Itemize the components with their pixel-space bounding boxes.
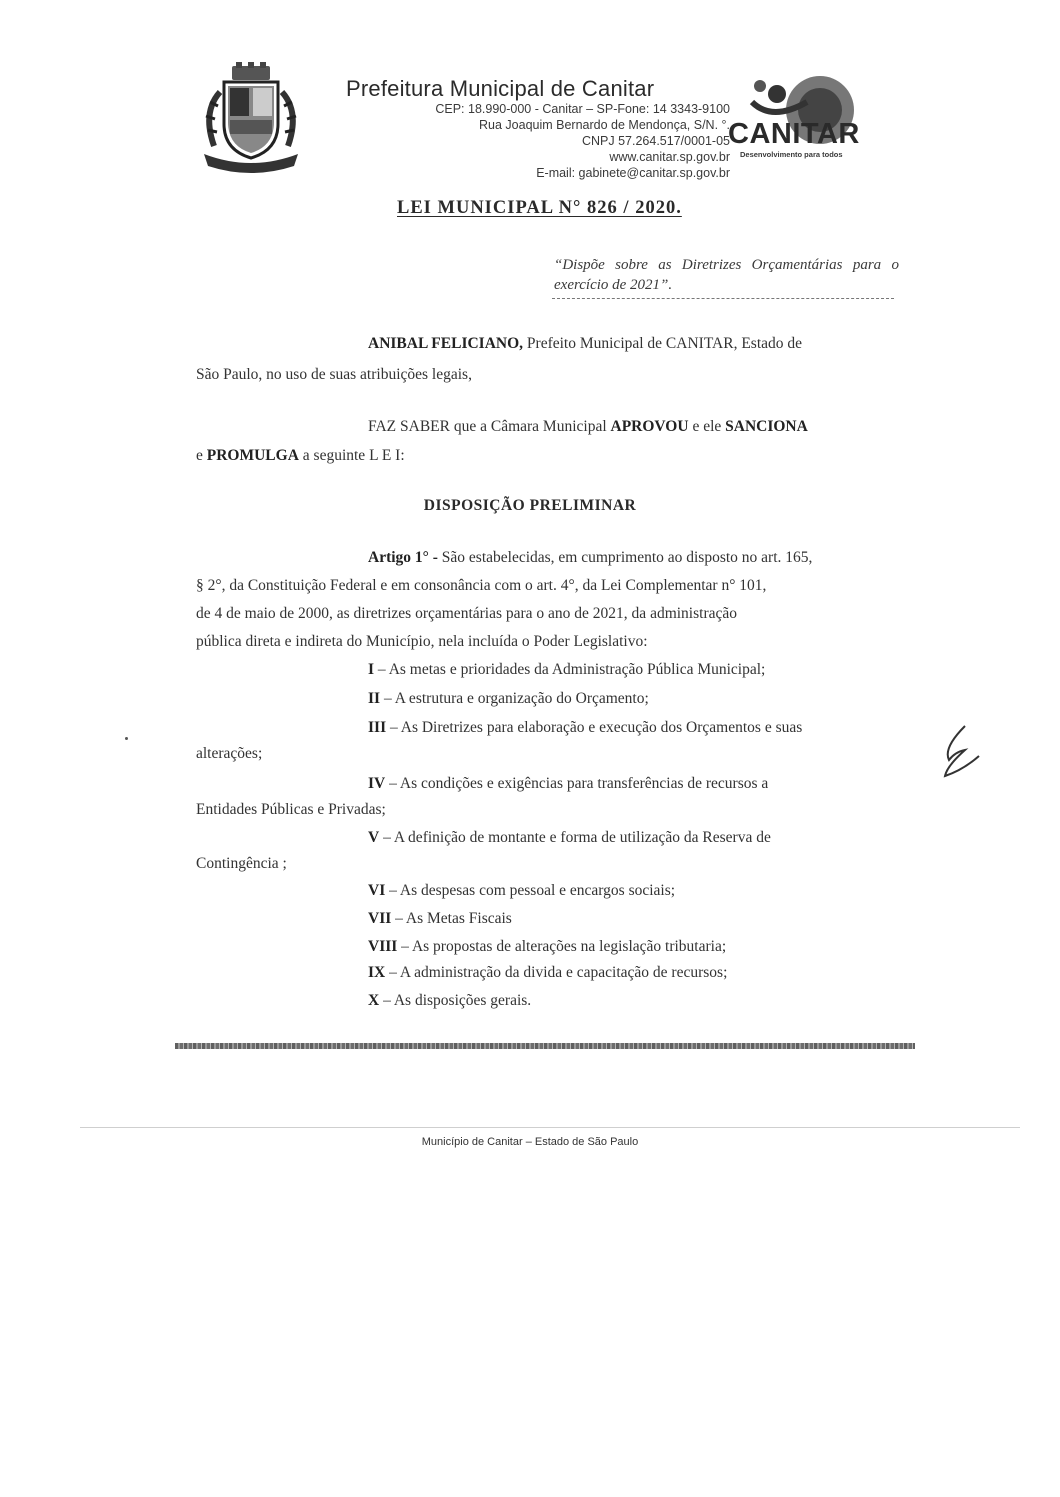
section-separator: [175, 1043, 915, 1049]
preamble-line-1: ANIBAL FELICIANO, Prefeito Municipal de CANITAR, Estado de: [368, 335, 803, 352]
list-item: X – As disposições gerais.: [368, 992, 532, 1009]
list-item: IV – As condições e exigências para transferências de recursos a: [368, 775, 769, 792]
list-item: I – As metas e prioridades da Administração Pública Municipal;: [368, 661, 766, 678]
enactment-line-1: FAZ SABER que a Câmara Municipal APROVOU e ele SANCIONA: [368, 418, 808, 435]
logo-wordmark: CANITAR: [728, 118, 860, 150]
article-1-line-3: de 4 de maio de 2000, as diretrizes orçamentárias para o ano de 2021, da administração: [196, 605, 738, 622]
footer-rule: [80, 1127, 1020, 1128]
header-address: Rua Joaquim Bernardo de Mendonça, S/N. °.: [479, 118, 730, 132]
list-item-continuation: alterações;: [196, 745, 263, 762]
header-cnpj: CNPJ 57.264.517/0001-05: [581, 134, 730, 148]
list-item: III – As Diretrizes para elaboração e execução dos Orçamentos e suas: [368, 719, 803, 736]
list-item-continuation: Contingência ;: [196, 855, 287, 872]
enactment-line-2: e PROMULGA a seguinte L E I:: [196, 447, 405, 464]
coat-of-arms-icon: [196, 62, 306, 174]
list-item-continuation: Entidades Públicas e Privadas;: [196, 801, 386, 818]
mayor-name: ANIBAL FELICIANO,: [368, 335, 524, 352]
article-1-line-4: pública direta e indireta do Município, nela incluída o Poder Legislativo:: [196, 633, 648, 650]
ementa-divider: [552, 298, 894, 299]
section-title: DISPOSIÇÃO PRELIMINAR: [423, 497, 637, 514]
list-item: VI – As despesas com pessoal e encargos sociais;: [368, 882, 676, 899]
scan-speck: [125, 737, 128, 740]
header-email: E-mail: gabinete@canitar.sp.gov.br: [536, 166, 730, 180]
header-website: www.canitar.sp.gov.br: [609, 150, 730, 164]
logo-tagline: Desenvolvimento para todos: [740, 150, 843, 159]
list-item: II – A estrutura e organização do Orçamento;: [368, 690, 649, 707]
list-item: VII – As Metas Fiscais: [368, 910, 512, 927]
law-title: LEI MUNICIPAL N° 826 / 2020.: [397, 198, 682, 218]
handwritten-initial-icon: [935, 722, 985, 782]
list-item: VIII – As propostas de alterações na legislação tributaria;: [368, 938, 727, 955]
header-cep-phone: CEP: 18.990-000 - Canitar – SP-Fone: 14 3343-9100: [435, 102, 730, 116]
preamble-line-2: São Paulo, no uso de suas atribuições legais,: [196, 366, 472, 383]
page-footer: Município de Canitar – Estado de São Paulo: [421, 1136, 639, 1148]
article-label: Artigo 1° -: [368, 549, 438, 566]
law-ementa: “Dispõe sobre as Diretrizes Orçamentárias para o exercício de 2021”.: [554, 257, 899, 293]
article-1-line-1: Artigo 1° - São estabelecidas, em cumprimento ao disposto no art. 165,: [368, 549, 813, 566]
article-1-line-2: § 2°, da Constituição Federal e em consonância com o art. 4°, da Lei Complementar n° 101,: [196, 577, 767, 594]
list-item: V – A definição de montante e forma de utilização da Reserva de: [368, 829, 771, 846]
list-item: IX – A administração da divida e capacitação de recursos;: [368, 964, 728, 981]
municipality-title: Prefeitura Municipal de Canitar: [346, 76, 655, 101]
